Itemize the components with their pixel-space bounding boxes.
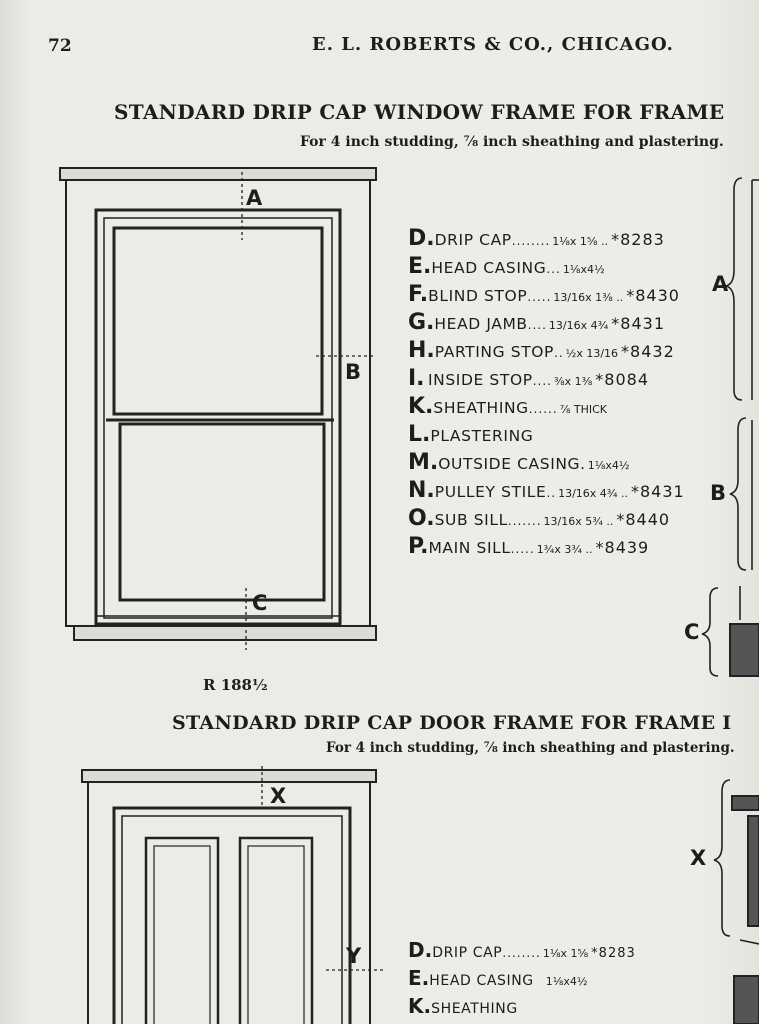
leader-dots: ... xyxy=(546,262,561,276)
part-letter: K. xyxy=(408,994,432,1018)
part-letter: L. xyxy=(408,422,431,447)
part-dimensions: 1¾x 3¾ .. xyxy=(536,543,593,556)
part-dimensions: 1⅛x4½ xyxy=(587,459,630,472)
window-section-subheading: For 4 inch studding, ⅞ inch sheathing and plastering. xyxy=(300,134,724,150)
window-figure-number: R 188½ xyxy=(203,676,268,694)
leader-dots: ..... xyxy=(510,542,535,556)
part-name: DRIP CAP xyxy=(434,231,512,249)
legend-row xyxy=(408,966,591,990)
legend-row xyxy=(408,994,523,1018)
door-brace-label-x: X xyxy=(690,846,707,870)
legend-row xyxy=(408,422,538,447)
part-name: OUTSIDE CASING. xyxy=(438,455,586,473)
leader-dots: ..... xyxy=(527,290,552,304)
part-letter: D. xyxy=(408,226,435,251)
page-number: 72 xyxy=(48,36,72,56)
part-name: BLIND STOP xyxy=(428,287,528,305)
door-head-section-detail xyxy=(732,796,759,1024)
legend-row xyxy=(408,282,680,307)
legend-row xyxy=(408,450,633,475)
part-letter: O. xyxy=(408,506,435,531)
leader-dots: .... xyxy=(527,318,547,332)
part-name: HEAD JAMB xyxy=(434,315,528,333)
part-dimensions: 1⅛x4½ xyxy=(562,263,605,276)
part-number: *8431 xyxy=(611,314,666,333)
part-name: PARTING STOP xyxy=(434,343,555,361)
window-brace-label-a: A xyxy=(712,272,729,296)
window-dimension-label-c: C xyxy=(252,591,268,615)
legend-row xyxy=(408,366,649,391)
part-dimensions: 1⅛x 1⅝ xyxy=(542,947,589,960)
door-dimension-label-x: X xyxy=(270,784,287,808)
window-brace-label-b: B xyxy=(710,481,727,505)
window-detail-braces xyxy=(702,178,759,676)
door-section-heading: STANDARD DRIP CAP DOOR FRAME FOR FRAME I xyxy=(172,712,732,734)
part-number: *8283 xyxy=(591,946,636,961)
leader-dots: ........ xyxy=(511,234,551,248)
legend-row xyxy=(408,226,665,251)
part-letter: P. xyxy=(408,534,429,559)
part-letter: N. xyxy=(408,478,435,503)
part-number: *8431 xyxy=(630,482,685,501)
window-sill-section-detail xyxy=(730,624,759,676)
part-letter: G. xyxy=(408,310,435,335)
part-dimensions: 13/16x 1⅜ .. xyxy=(553,291,624,304)
part-dimensions: ⅜x 1⅜ xyxy=(553,375,593,388)
part-number: *8440 xyxy=(616,510,671,529)
part-dimensions: ⅞ THICK xyxy=(559,403,607,416)
legend-row xyxy=(408,254,608,279)
part-letter: H. xyxy=(408,338,435,363)
leader-dots: ...... xyxy=(528,402,558,416)
door-dimension-label-y: Y xyxy=(346,944,362,968)
door-elevation-drawing xyxy=(82,770,376,1024)
part-name: PULLEY STILE xyxy=(434,483,547,501)
leader-dots: .. xyxy=(546,486,557,500)
window-section-heading: STANDARD DRIP CAP WINDOW FRAME FOR FRAME xyxy=(114,100,725,124)
part-name: INSIDE STOP xyxy=(428,371,533,389)
window-dimension-label-b: B xyxy=(345,360,362,384)
part-name: HEAD CASING xyxy=(429,973,534,989)
legend-row xyxy=(408,310,665,335)
legend-row xyxy=(408,394,610,419)
running-head: E. L. ROBERTS & CO., CHICAGO. xyxy=(312,34,674,55)
part-dimensions: ½x 13/16 xyxy=(565,347,619,360)
part-letter: M. xyxy=(408,450,439,475)
legend-row xyxy=(408,506,670,531)
part-number: *8283 xyxy=(611,230,665,249)
window-dimension-label-a: A xyxy=(246,186,263,210)
legend-row xyxy=(408,478,685,503)
part-letter: D. xyxy=(408,938,433,962)
part-letter: I. xyxy=(408,366,425,391)
part-dimensions: 13/16x 4¾ .. xyxy=(558,487,628,500)
part-letter: F. xyxy=(408,282,429,307)
leader-dots: .... xyxy=(532,374,552,388)
part-name: DRIP CAP xyxy=(432,945,503,961)
part-name: MAIN SILL xyxy=(428,539,511,557)
door-section-subheading: For 4 inch studding, ⅞ inch sheathing and plastering. xyxy=(326,740,735,756)
part-name: SHEATHING xyxy=(431,1001,518,1017)
part-name: SUB SILL xyxy=(434,511,508,529)
part-dimensions: 13/16x 4¾ xyxy=(548,319,609,332)
legend-row xyxy=(408,938,636,962)
part-dimensions: 13/16x 5¾ .. xyxy=(543,515,614,528)
part-number: *8439 xyxy=(595,538,650,557)
part-number: *8430 xyxy=(626,286,680,305)
part-dimensions: 1⅛x4½ xyxy=(545,975,588,988)
part-name: SHEATHING xyxy=(433,399,529,417)
part-name: PLASTERING xyxy=(430,427,534,445)
part-number: *8084 xyxy=(595,370,649,389)
window-brace-label-c: C xyxy=(684,620,700,644)
part-letter: K. xyxy=(408,394,434,419)
part-letter: E. xyxy=(408,966,430,990)
legend-row xyxy=(408,338,675,363)
legend-row xyxy=(408,534,649,559)
part-dimensions: 1⅛x 1⅝ .. xyxy=(552,235,609,248)
leader-dots: ........ xyxy=(502,946,541,960)
leader-dots: .. xyxy=(554,346,564,360)
part-letter: E. xyxy=(408,254,432,279)
window-elevation-drawing xyxy=(60,168,376,640)
part-number: *8432 xyxy=(621,342,675,361)
part-name: HEAD CASING xyxy=(431,259,547,277)
leader-dots: ....... xyxy=(507,514,542,528)
window-section-cut-lines xyxy=(242,172,376,650)
